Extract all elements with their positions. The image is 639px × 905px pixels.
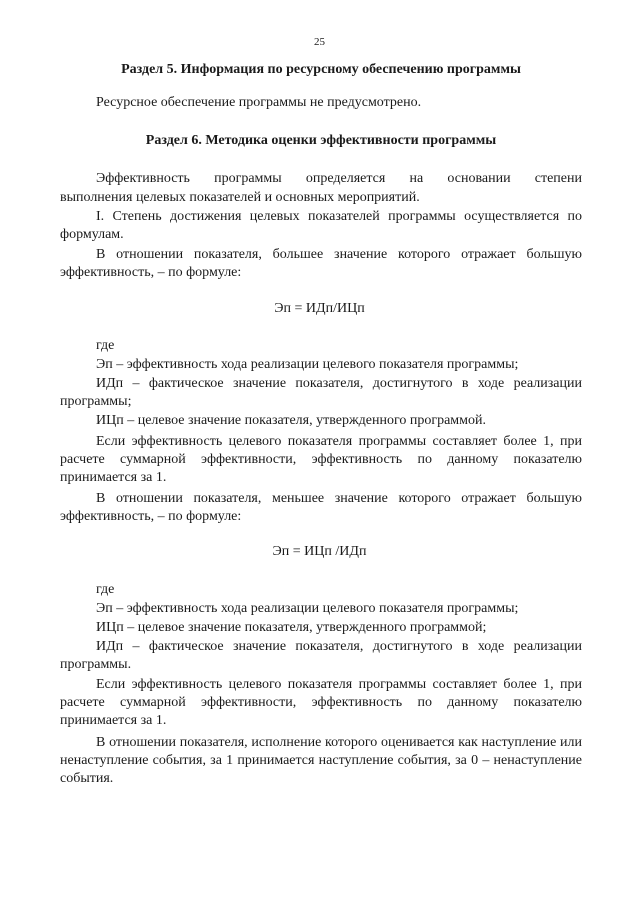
paragraph: I. Степень достижения целевых показателей программы осуществляется по формулам. xyxy=(60,209,582,242)
definition: ИДп – фактическое значение показателя, достигнутого в ходе реализации программы. xyxy=(60,639,582,672)
definition: ИЦп – целевое значение показателя, утвержденного программой; xyxy=(96,620,487,635)
section5-text: Ресурсное обеспечение программы не предусмотрено. xyxy=(96,95,422,110)
where-label: где xyxy=(96,338,115,353)
formula: Эп = ИДп/ИЦп xyxy=(274,301,365,316)
paragraph: В отношении показателя, большее значение которого отражает большую эффективность, – по формуле: xyxy=(60,247,582,280)
where-label: где xyxy=(96,582,115,597)
page-number: 25 xyxy=(314,36,325,48)
paragraph: В отношении показателя, меньшее значение которого отражает большую эффективность, – по формуле: xyxy=(60,491,582,524)
paragraph: В отношении показателя, исполнение которого оценивается как наступление или ненаступление события, за 1 принимается наступление события, за 0 – ненаступление события. xyxy=(60,735,582,786)
definition: ИДп – фактическое значение показателя, достигнутого в ходе реализации программы; xyxy=(60,376,582,409)
paragraph-line: выполнения целевых показателей и основных мероприятий. xyxy=(60,190,420,205)
paragraph-line: Эффективность программы определяется на основании степени xyxy=(96,171,582,186)
definition: Эп – эффективность хода реализации целевого показателя программы; xyxy=(96,357,519,372)
formula: Эп = ИЦп /ИДп xyxy=(272,544,367,559)
paragraph: Если эффективность целевого показателя программы составляет более 1, при расчете суммарной эффективности, эффективность по данному показателю принимается за 1. xyxy=(60,677,582,728)
paragraph: Если эффективность целевого показателя программы составляет более 1, при расчете суммарной эффективности, эффективность по данному показателю принимается за 1. xyxy=(60,434,582,485)
section6-heading: Раздел 6. Методика оценки эффективности программы xyxy=(145,133,497,148)
section5-heading: Раздел 5. Информация по ресурсному обеспечению программы xyxy=(121,62,521,77)
definition: ИЦп – целевое значение показателя, утвержденного программой. xyxy=(96,413,486,428)
definition: Эп – эффективность хода реализации целевого показателя программы; xyxy=(96,601,519,616)
